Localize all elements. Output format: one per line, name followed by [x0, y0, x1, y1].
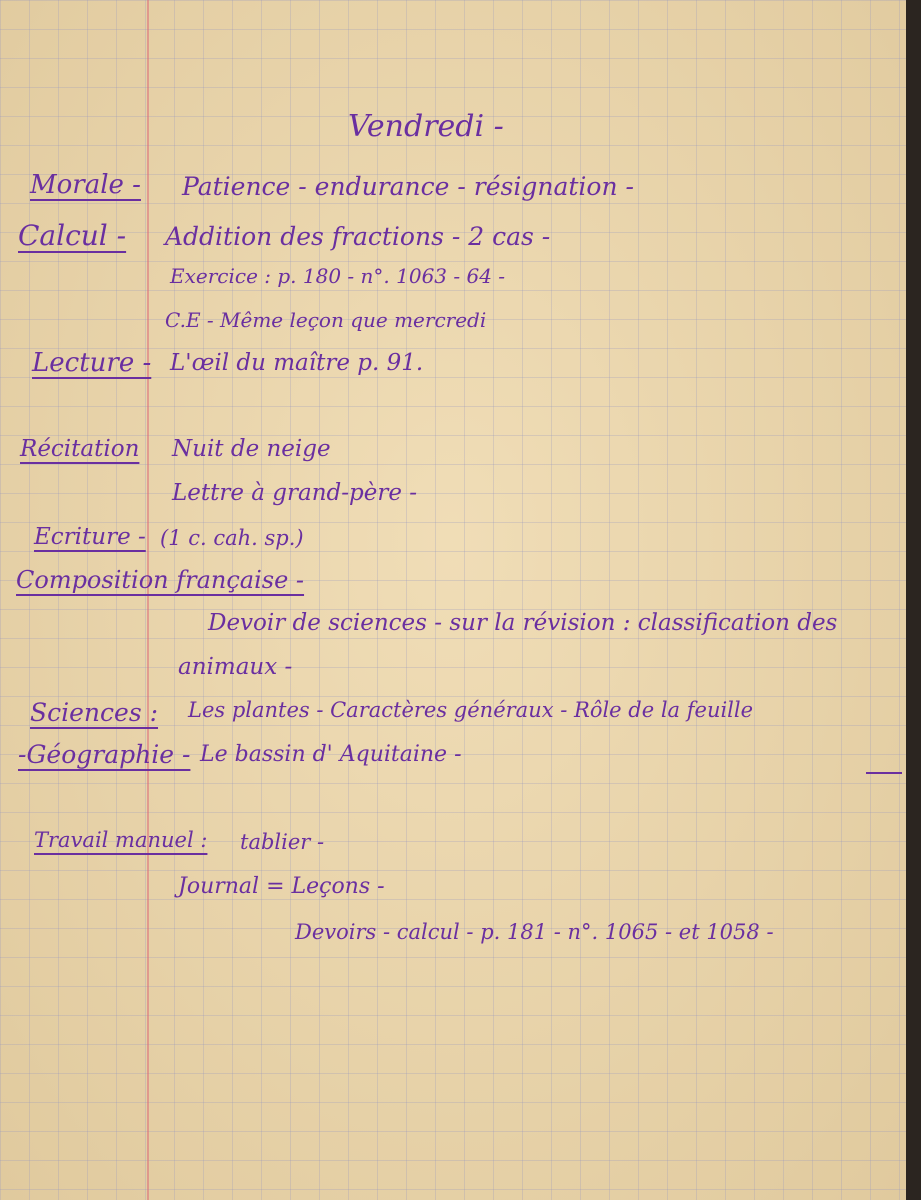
subject-geographie: -Géographie -: [18, 740, 191, 769]
line-morale: Patience - endurance - résignation -: [182, 172, 634, 201]
line-composition-1: Devoir de sciences - sur la révision : classification des: [208, 610, 838, 636]
line-sciences: Les plantes - Caractères généraux - Rôle de la feuille: [188, 698, 754, 722]
line-composition-2: animaux -: [178, 654, 293, 680]
subject-sciences: Sciences :: [30, 698, 159, 727]
line-lecture: L'œil du maître p. 91.: [170, 350, 424, 376]
line-recitation-2: Lettre à grand-père -: [172, 480, 418, 506]
margin-dash-mark: [866, 772, 902, 774]
subject-morale: Morale -: [30, 170, 141, 200]
line-calcul-3: C.E - Même leçon que mercredi: [165, 308, 487, 332]
subject-recitation: Récitation: [20, 436, 140, 462]
subject-calcul: Calcul -: [18, 219, 127, 252]
subject-lecture: Lecture -: [32, 348, 152, 378]
subject-composition: Composition française -: [16, 566, 305, 594]
line-recitation-1: Nuit de neige: [172, 436, 331, 462]
line-ecriture: (1 c. cah. sp.): [160, 526, 304, 550]
subject-travail-manuel: Travail manuel :: [34, 828, 208, 852]
line-devoirs: Devoirs - calcul - p. 181 - n°. 1065 - et 1058 -: [295, 920, 774, 944]
subject-ecriture: Ecriture -: [34, 524, 146, 550]
line-travail-manuel: tablier -: [240, 830, 325, 854]
line-journal: Journal = Leçons -: [178, 874, 385, 899]
line-geographie: Le bassin d' Aquitaine -: [200, 742, 462, 767]
line-calcul-2: Exercice : p. 180 - n°. 1063 - 64 -: [170, 264, 506, 288]
page-title: Vendredi -: [348, 109, 504, 144]
line-calcul-1: Addition des fractions - 2 cas -: [165, 222, 551, 251]
margin-line: [147, 0, 149, 1200]
